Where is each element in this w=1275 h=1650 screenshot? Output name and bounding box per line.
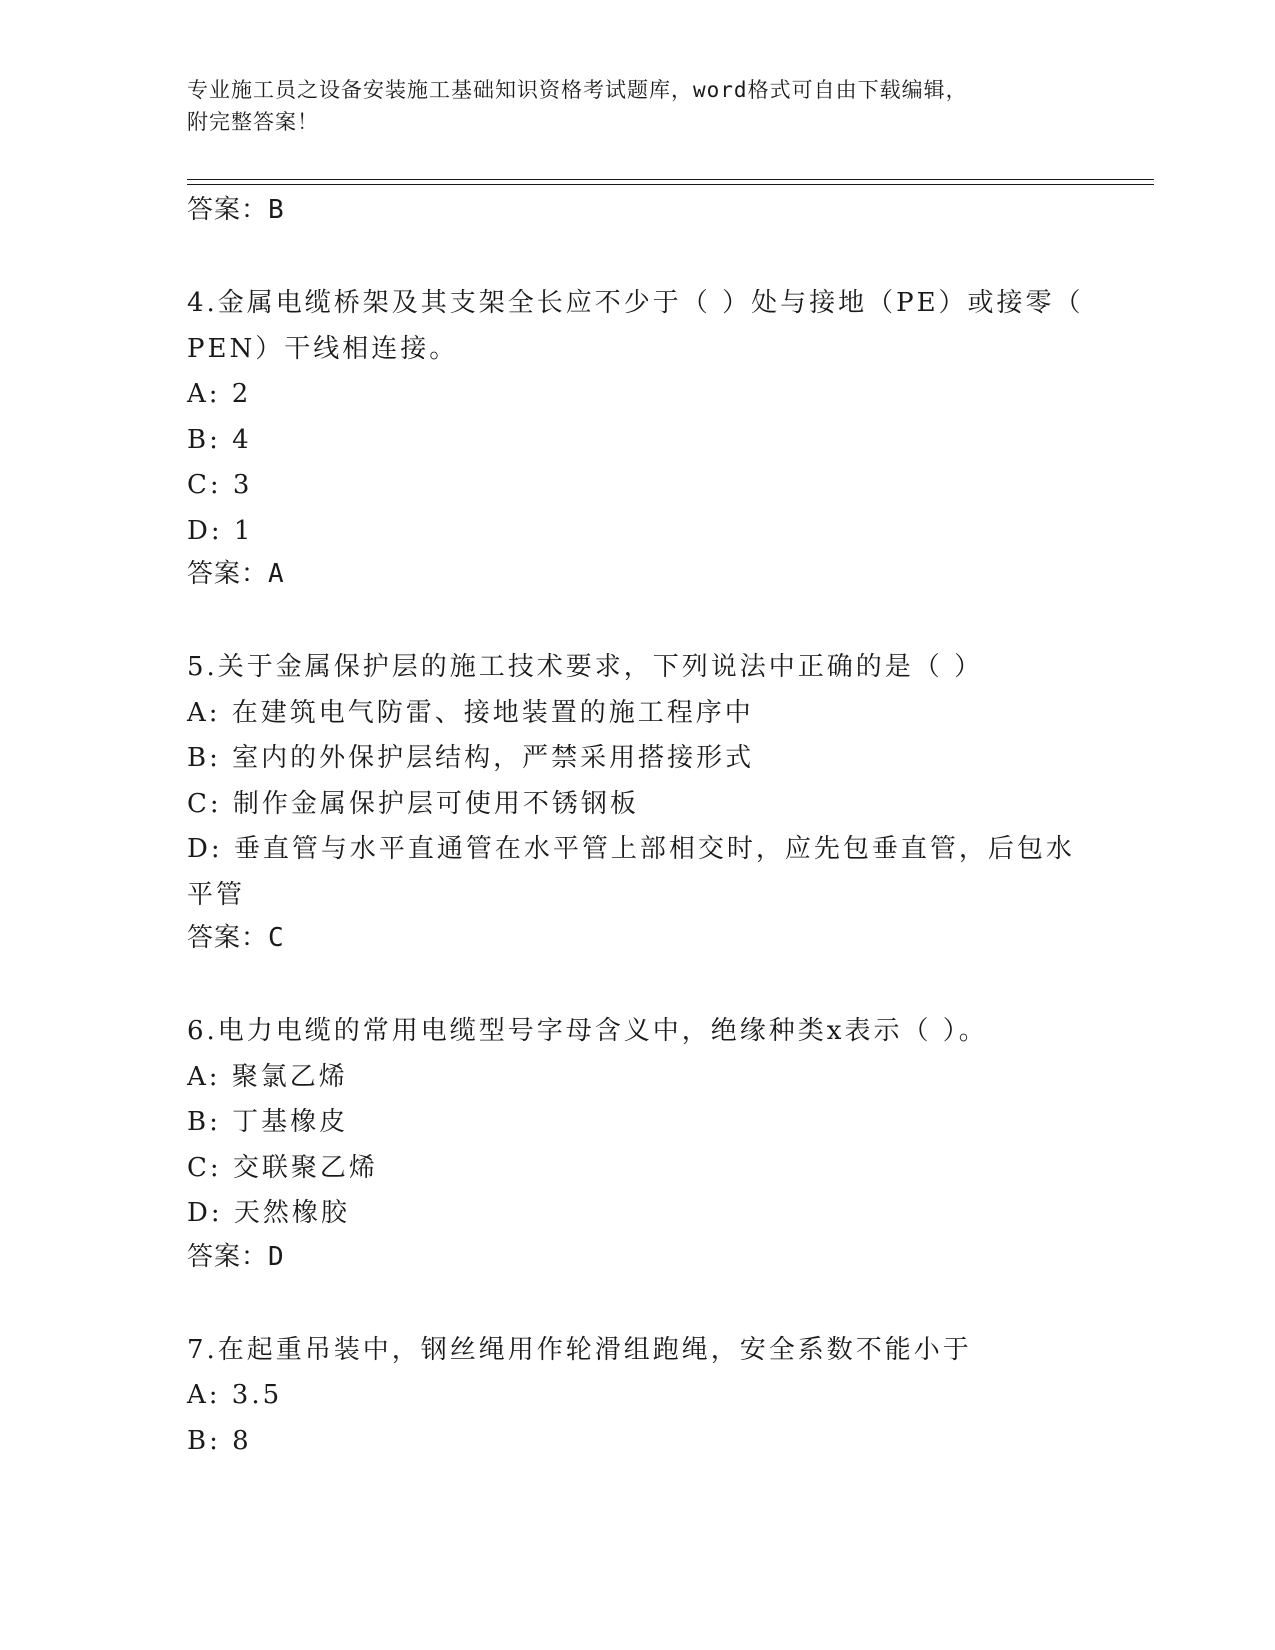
answer-label: 答案： bbox=[187, 1241, 269, 1272]
option-c: C: 制作金属保护层可使用不锈钢板 bbox=[187, 788, 639, 819]
option-d: D: 1 bbox=[187, 515, 254, 546]
question-stem-line: 5.关于金属保护层的施工技术要求，下列说法中正确的是（ ） bbox=[187, 652, 984, 682]
question-5 bbox=[187, 645, 1137, 958]
option-a: A: 聚氯乙烯 bbox=[187, 1061, 348, 1092]
option-d: D: 垂直管与水平直通管在水平管上部相交时，应先包垂直管，后包水 bbox=[187, 834, 1075, 864]
answer-value: B bbox=[268, 195, 285, 225]
answer-line bbox=[187, 1237, 1137, 1277]
option-b: B: 室内的外保护层结构，严禁采用搭接形式 bbox=[187, 743, 755, 773]
question-stem-line: 7.在起重吊装中，钢丝绳用作轮滑组跑绳，安全系数不能小于 bbox=[187, 1334, 972, 1365]
option-c: C: 3 bbox=[187, 470, 253, 500]
answer-line bbox=[187, 190, 1137, 230]
header-divider-bottom bbox=[187, 184, 1154, 185]
answer-value: A bbox=[268, 559, 285, 589]
answer-label: 答案： bbox=[187, 195, 269, 225]
question-stem-line: 4.金属电缆桥架及其支架全长应不少于（ ）处与接地（PE）或接零（ bbox=[187, 288, 1084, 318]
header-divider-top bbox=[187, 179, 1154, 180]
question-7 bbox=[187, 1328, 1137, 1465]
option-a: A: 3.5 bbox=[187, 1380, 283, 1410]
option-d: D: 天然橡胶 bbox=[187, 1198, 350, 1228]
answer-label: 答案： bbox=[187, 559, 269, 589]
question-stem-line: 6.电力电缆的常用电缆型号字母含义中，绝缘种类x表示（ ）。 bbox=[187, 1016, 988, 1046]
question-list bbox=[187, 190, 1137, 1464]
header-line-2: 附完整答案！ bbox=[187, 110, 319, 134]
question-stem-line: PEN）干线相连接。 bbox=[187, 333, 459, 364]
option-b: B: 丁基橡皮 bbox=[187, 1107, 349, 1137]
question-4 bbox=[187, 281, 1137, 594]
document-header bbox=[187, 74, 1087, 138]
answer-line bbox=[187, 918, 1137, 958]
answer-value: D bbox=[268, 1241, 285, 1272]
answer-line bbox=[187, 554, 1137, 594]
option-a: A: 在建筑电气防雷、接地装置的施工程序中 bbox=[187, 697, 754, 728]
option-a: A: 2 bbox=[187, 379, 252, 409]
header-line-1: 专业施工员之设备安装施工基础知识资格考试题库，word格式可自由下载编辑， bbox=[187, 78, 968, 102]
option-c: C: 交联聚乙烯 bbox=[187, 1152, 378, 1183]
option-d-continued: 平管 bbox=[187, 879, 246, 910]
answer-label: 答案： bbox=[187, 923, 269, 953]
answer-value: C bbox=[268, 923, 285, 953]
question-6 bbox=[187, 1009, 1137, 1277]
option-b: B: 8 bbox=[187, 1425, 252, 1456]
option-b: B: 4 bbox=[187, 424, 252, 455]
